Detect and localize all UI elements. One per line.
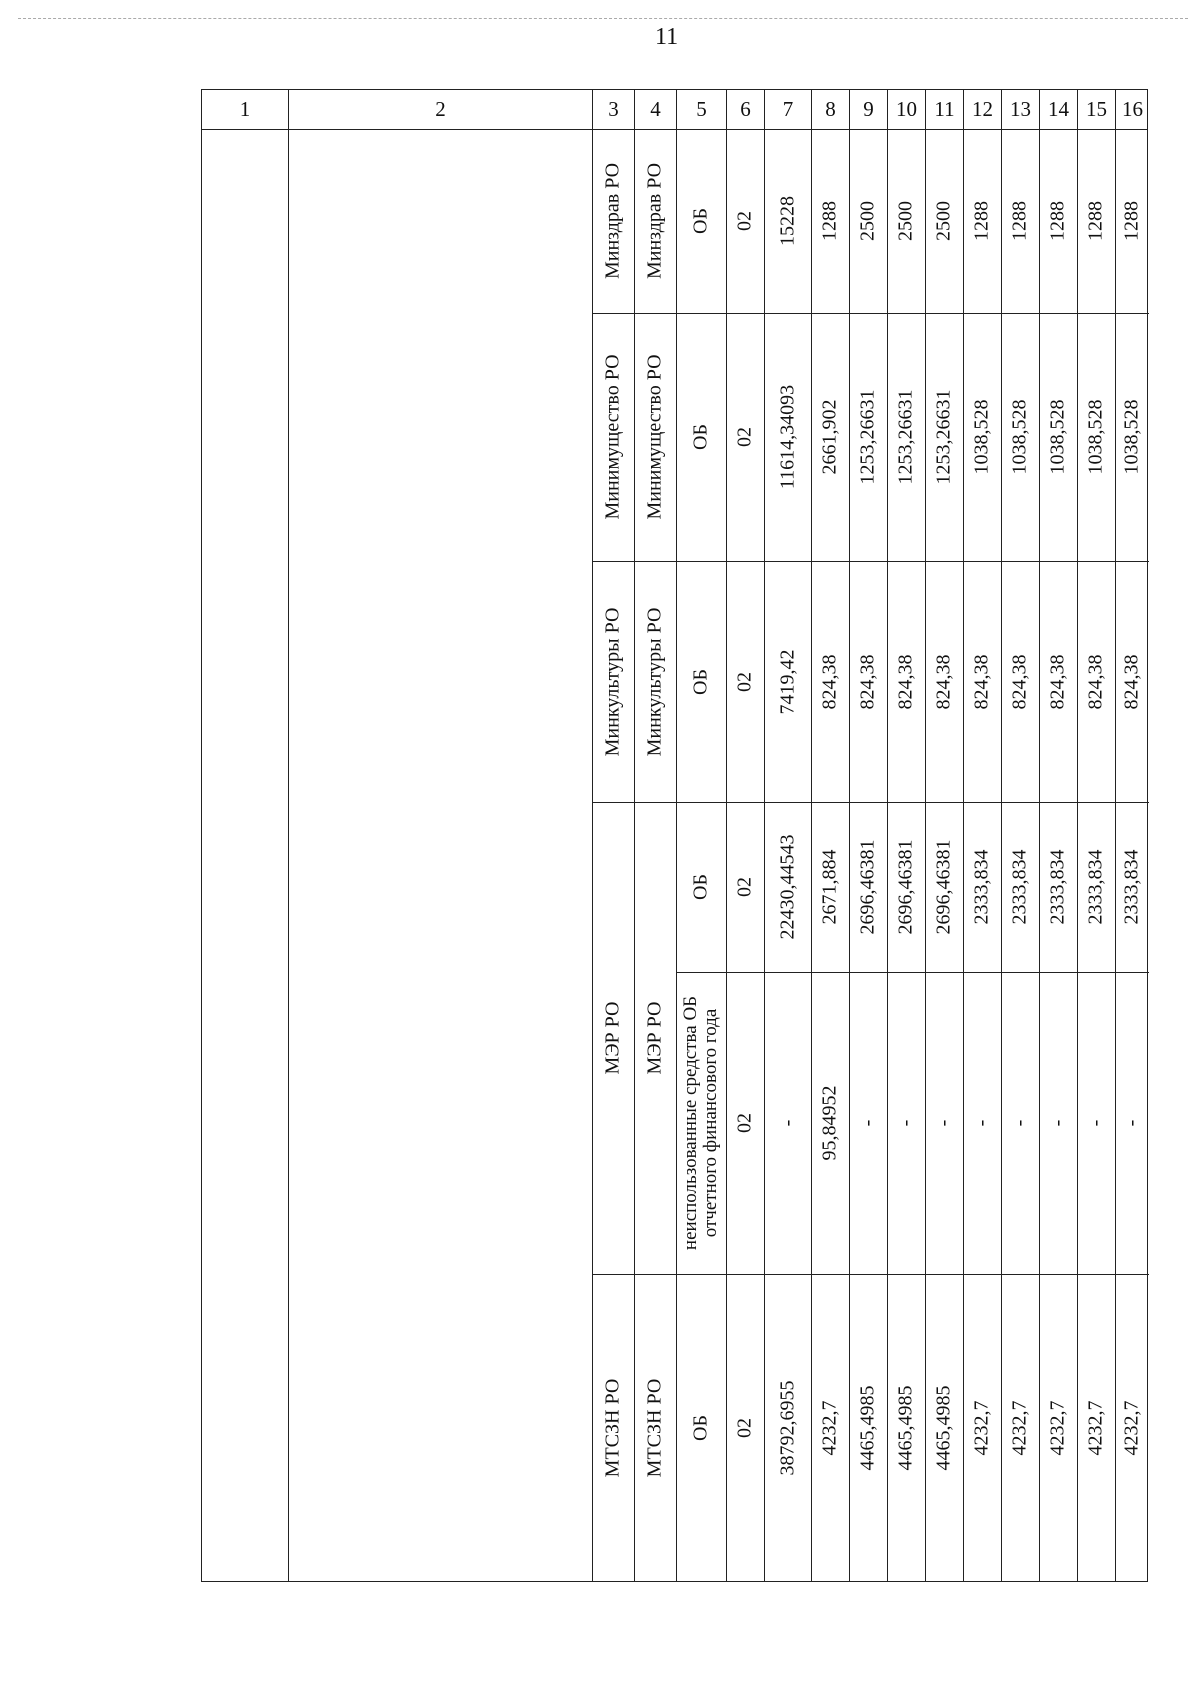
value-cell: 2333,834 (970, 849, 993, 925)
value-cell: 2500 (932, 201, 955, 241)
value-cell: 4232,7 (1008, 1400, 1031, 1456)
group-divider (676, 972, 1149, 973)
value-cell: 1038,528 (1120, 399, 1143, 475)
budget-table (201, 89, 1148, 1582)
column-divider (726, 129, 727, 1581)
source-label: ОБ (689, 668, 712, 695)
table-body (201, 129, 1148, 1582)
value-cell: - (1008, 1119, 1031, 1127)
column-number-2: 2 (288, 90, 592, 129)
value-cell: 4465,4985 (856, 1385, 879, 1471)
column-number-10: 10 (887, 90, 925, 129)
organization-label: Минздрав РО (601, 162, 624, 280)
column-number-11: 11 (925, 90, 963, 129)
scan-edge-line (18, 18, 1188, 19)
source-label: ОБ (689, 424, 712, 450)
budget-code: 02 (733, 1418, 756, 1438)
value-cell: - (932, 1119, 955, 1127)
value-cell: 1253,26631 (894, 389, 917, 485)
budget-code: 02 (733, 877, 756, 897)
value-cell: 1288 (1120, 201, 1143, 241)
value-cell: 4232,7 (970, 1400, 993, 1456)
column-divider (849, 129, 850, 1581)
value-cell: 824,38 (932, 654, 955, 709)
column-divider (288, 129, 289, 1581)
column-divider (634, 129, 635, 1581)
budget-code: 02 (733, 1113, 756, 1133)
value-cell: 824,38 (970, 654, 993, 709)
organization-label: Минкультуры РО (601, 607, 624, 756)
page-number: 11 (655, 24, 679, 50)
value-cell: - (970, 1119, 993, 1127)
value-cell: 1288 (1046, 201, 1069, 241)
value-cell: 4232,7 (1120, 1400, 1143, 1456)
value-cell: 1288 (1008, 201, 1031, 241)
value-cell: 1253,26631 (856, 389, 879, 485)
column-divider (811, 129, 812, 1581)
organization-label: МЭР РО (601, 1001, 624, 1075)
column-number-9: 9 (849, 90, 887, 129)
column-number-8: 8 (811, 90, 849, 129)
column-number-16: 16 (1115, 90, 1149, 129)
value-cell: 2500 (894, 201, 917, 241)
source-label: ОБ (689, 208, 712, 234)
source-label: неиспользованные средства ОБ отчетного финансового года (680, 995, 721, 1251)
group-divider (592, 561, 1149, 562)
organization-label: МТСЗН РО (601, 1378, 624, 1478)
value-cell: 1038,528 (1084, 399, 1107, 475)
column-number-12: 12 (963, 90, 1001, 129)
budget-code: 02 (733, 427, 756, 447)
budget-code: 02 (733, 671, 756, 692)
value-cell: 1038,528 (1046, 399, 1069, 475)
value-cell: 2661,902 (818, 399, 841, 475)
column-number-4: 4 (634, 90, 676, 129)
value-cell: 824,38 (894, 654, 917, 709)
value-cell: 824,38 (1120, 654, 1143, 709)
organization-label: МТСЗН РО (643, 1378, 666, 1478)
organization-label: Минздрав РО (643, 162, 666, 280)
value-cell: - (894, 1119, 917, 1127)
value-cell: 824,38 (818, 654, 841, 709)
group-divider (592, 1274, 1149, 1275)
column-divider (764, 129, 765, 1581)
group-divider (592, 802, 1149, 803)
value-cell: 824,38 (856, 654, 879, 709)
value-cell: 1288 (818, 201, 841, 241)
value-cell: 4232,7 (1084, 1400, 1107, 1456)
value-cell: 1038,528 (1008, 399, 1031, 475)
group-divider (592, 313, 1149, 314)
value-cell: 824,38 (1084, 654, 1107, 709)
column-number-15: 15 (1077, 90, 1115, 129)
value-cell: 11614,34093 (776, 384, 798, 490)
value-cell: 1288 (1084, 201, 1107, 241)
column-number-1: 1 (239, 97, 251, 121)
value-cell: - (856, 1119, 879, 1127)
value-cell: 2696,46381 (932, 839, 955, 935)
column-number-3: 3 (592, 90, 634, 129)
budget-code: 02 (733, 211, 756, 231)
column-number-row (201, 89, 1148, 130)
column-divider (1077, 129, 1078, 1581)
column-divider (1115, 129, 1116, 1581)
value-cell: 4465,4985 (932, 1385, 955, 1471)
column-number-5: 5 (676, 90, 726, 129)
value-cell: 2333,834 (1084, 849, 1107, 925)
value-cell: 7419,42 (776, 649, 798, 714)
value-cell: - (1046, 1119, 1069, 1127)
value-cell: 4232,7 (1046, 1400, 1069, 1456)
column-divider (592, 129, 593, 1581)
column-number-14: 14 (1039, 90, 1077, 129)
value-cell: 2696,46381 (856, 839, 879, 935)
column-divider (925, 129, 926, 1581)
value-cell: 2671,884 (818, 849, 841, 925)
value-cell: 2333,834 (1046, 849, 1069, 925)
value-cell: 824,38 (1046, 654, 1069, 709)
value-cell: 38792,6955 (776, 1380, 798, 1476)
column-number-7: 7 (764, 90, 811, 129)
value-cell: 4232,7 (818, 1400, 841, 1456)
value-cell: - (1120, 1119, 1143, 1127)
column-divider (963, 129, 964, 1581)
source-label: ОБ (689, 1415, 712, 1441)
value-cell: 824,38 (1008, 654, 1031, 709)
column-number-13: 13 (1001, 90, 1039, 129)
column-divider (887, 129, 888, 1581)
value-cell: 1038,528 (970, 399, 993, 475)
column-divider (676, 129, 677, 1581)
value-cell: 1253,26631 (932, 389, 955, 485)
value-cell: 15228 (776, 196, 798, 246)
organization-label: Минимущество РО (601, 354, 624, 520)
source-label: ОБ (689, 874, 712, 900)
value-cell: - (1084, 1119, 1107, 1127)
organization-label: Минкультуры РО (643, 607, 666, 756)
value-cell: 2500 (856, 201, 879, 241)
value-cell: 2333,834 (1120, 849, 1143, 925)
column-number-6: 6 (726, 90, 764, 129)
value-cell: 4465,4985 (894, 1385, 917, 1471)
value-cell: 1288 (970, 201, 993, 241)
column-divider (1001, 129, 1002, 1581)
organization-label: МЭР РО (643, 1001, 666, 1075)
column-divider (1039, 129, 1040, 1581)
value-cell: 22430,44543 (776, 834, 798, 940)
value-cell: 95,84952 (818, 1085, 841, 1161)
value-cell: 2696,46381 (894, 839, 917, 935)
value-cell: - (776, 1119, 798, 1127)
value-cell: 2333,834 (1008, 849, 1031, 925)
organization-label: Минимущество РО (643, 354, 666, 520)
